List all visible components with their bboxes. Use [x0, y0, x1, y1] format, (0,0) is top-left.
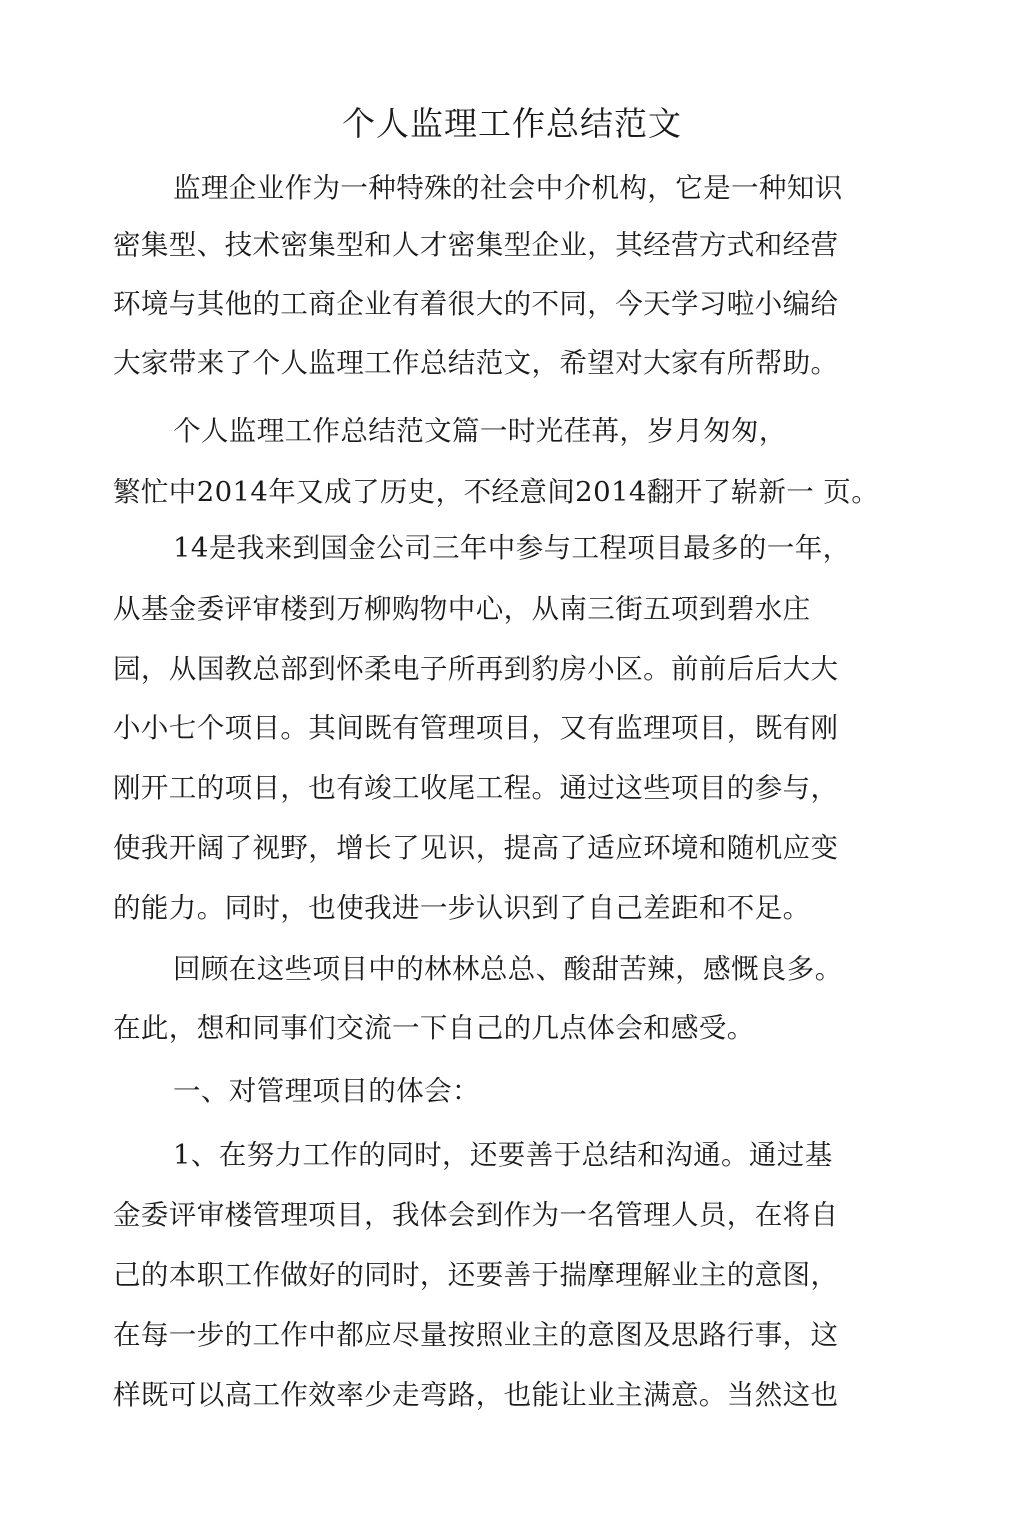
paragraph-line: 大家带来了个人监理工作总结范文，希望对大家有所帮助。 [113, 347, 839, 379]
paragraph-line: 监理企业作为一种特殊的社会中介机构，它是一种知识 [173, 172, 843, 204]
paragraph-line: 使我开阔了视野，增长了见识，提高了适应环境和随机应变 [113, 832, 839, 864]
paragraph-line: 园，从国教总部到怀柔电子所再到豹房小区。前前后后大大 [113, 653, 839, 685]
paragraph-line: 个人监理工作总结范文篇一时光荏苒，岁月匆匆， [173, 415, 787, 447]
paragraph-line: 己的本职工作做好的同时，还要善于揣摩理解业主的意图， [113, 1259, 839, 1291]
paragraph-line: 小小七个项目。其间既有管理项目，又有监理项目，既有刚 [113, 712, 839, 744]
paragraph-line: 的能力。同时，也使我进一步认识到了自己差距和不足。 [113, 892, 811, 924]
paragraph-line: 从基金委评审楼到万柳购物中心，从南三街五项到碧水庄 [113, 593, 811, 625]
paragraph-line: 环境与其他的工商企业有着很大的不同，今天学习啦小编给 [113, 288, 839, 320]
paragraph-line: 在此，想和同事们交流一下自己的几点体会和感受。 [113, 1012, 755, 1044]
paragraph-line: 繁忙中2014年又成了历史，不经意间2014翻开了崭新一 页。 [113, 476, 880, 508]
paragraph-line: 在每一步的工作中都应尽量按照业主的意图及思路行事，这 [113, 1319, 839, 1351]
paragraph-line: 14是我来到国金公司三年中参与工程项目最多的一年， [173, 532, 851, 564]
paragraph-line: 密集型、技术密集型和人才密集型企业，其经营方式和经营 [113, 229, 839, 261]
paragraph-line: 样既可以高工作效率少走弯路，也能让业主满意。当然这也 [113, 1379, 839, 1411]
paragraph-line: 回顾在这些项目中的林林总总、酸甜苦辣，感慨良多。 [173, 953, 843, 985]
page-title: 个人监理工作总结范文 [342, 104, 682, 143]
paragraph-line: 刚开工的项目，也有竣工收尾工程。通过这些项目的参与， [113, 772, 839, 804]
paragraph-line: 1、在努力工作的同时，还要善于总结和沟通。通过基 [173, 1139, 833, 1171]
section-heading: 一、对管理项目的体会： [173, 1075, 480, 1107]
paragraph-line: 金委评审楼管理项目，我体会到作为一名管理人员，在将自 [113, 1199, 839, 1231]
